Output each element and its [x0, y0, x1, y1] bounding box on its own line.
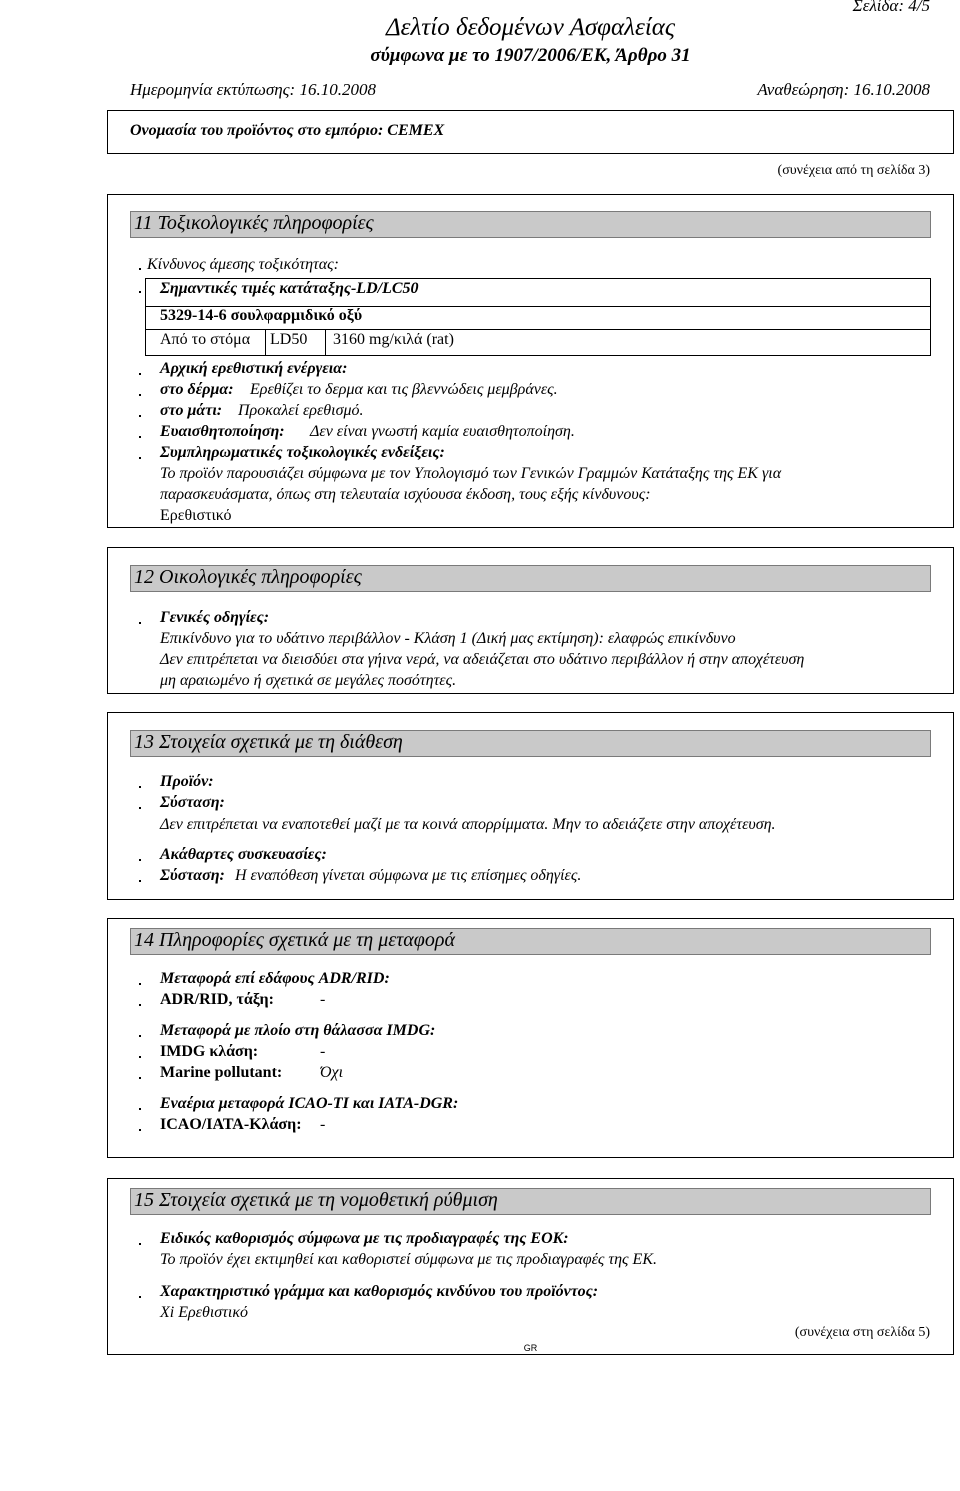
ld-route: Από το στόμα — [160, 331, 251, 348]
section-14-title: 14 Πληροφορίες σχετικά με τη μεταφορά — [134, 929, 455, 951]
section-11-title: 11 Τοξικολογικές πληροφορίες — [134, 212, 374, 234]
print-date: Ημερομηνία εκτύπωσης: 16.10.2008 — [130, 80, 376, 99]
eye-text: Προκαλεί ερεθισμό. — [238, 402, 364, 419]
additional-info-label: Συμπληρωματικές τοξικολογικές ενδείξεις: — [160, 444, 445, 461]
ld-table-title: Σημαντικές τιμές κατάταξης-LD/LC50 — [160, 280, 419, 297]
ld-substance: 5329-14-6 σουλφαρμιδικό οξύ — [160, 307, 363, 324]
recommendation-label: Σύσταση: — [160, 794, 225, 811]
section-12-title: 12 Οικολογικές πληροφορίες — [134, 566, 362, 588]
additional-info-line-3: Ερεθιστικό — [160, 507, 232, 524]
ld-type: LD50 — [270, 331, 308, 348]
imdg-class-value: - — [320, 1043, 326, 1060]
eco-line-2: Δεν επιτρέπεται να διεισδύει στα γήινα νερά, να αδειάζεται στο υδάτινο περιβάλλον ή στην αποχέτευση — [160, 651, 805, 668]
page-number: Σελίδα: 4/5 — [852, 0, 930, 15]
document-subtitle: σύμφωνα με το 1907/2006/ΕΚ, Άρθρο 31 — [370, 45, 691, 66]
air-transport-label: Εναέρια μεταφορά ICAO-TI και IATA-DGR: — [160, 1095, 459, 1112]
eec-classification-label: Ειδικός καθορισμός σύμφωνα με τις προδιαγραφές της ΕΟΚ: — [160, 1230, 569, 1247]
language-code: GR — [523, 1343, 538, 1353]
sensitization-text: Δεν είναι γνωστή καμία ευαισθητοποίηση. — [310, 423, 575, 440]
additional-info-line-2: παρασκευάσματα, όπως στη τελευταία ισχύουσα έκδοση, τους εξής κίνδυνους: — [160, 486, 651, 503]
eye-label: στο μάτι: — [160, 402, 223, 419]
hazard-symbol-text: Xi Ερεθιστικό — [160, 1304, 249, 1321]
marine-pollutant-value: Όχι — [320, 1064, 344, 1081]
section-15-title: 15 Στοιχεία σχετικά με τη νομοθετική ρύθμιση — [134, 1189, 498, 1211]
sea-transport-label: Μεταφορά με πλοίο στη θάλασσα IMDG: — [160, 1022, 436, 1039]
skin-text: Ερεθίζει το δερμα και τις βλεννώδεις μεμβράνες. — [250, 381, 558, 398]
recommendation-2-text: Η εναπόθεση γίνεται σύμφωνα με τις επίσημες οδηγίες. — [235, 867, 582, 884]
recommendation-2-label: Σύσταση: — [160, 867, 225, 884]
continued-from: (συνέχεια από τη σελίδα 3) — [777, 163, 930, 178]
document-title: Δελτίο δεδομένων Ασφαλείας — [385, 14, 676, 41]
skin-label: στο δέρμα: — [160, 381, 234, 398]
packaging-label: Ακάθαρτες συσκευασίες: — [160, 846, 327, 863]
acute-toxicity-label: Κίνδυνος άμεσης τοξικότητας: — [147, 256, 339, 273]
recommendation-text: Δεν επιτρέπεται να εναποτεθεί μαζί με τα κοινά απορρίμματα. Μην το αδειάζετε στην αποχέτευση. — [160, 816, 776, 833]
adr-class-label: ADR/RID, τάξη: — [160, 991, 274, 1008]
eco-line-3: μη αραιωμένο ή σχετικά σε μεγάλες ποσότητες. — [160, 672, 457, 689]
primary-irritation-label: Αρχική ερεθιστική ενέργεια: — [160, 360, 348, 377]
imdg-class-label: IMDG κλάση: — [160, 1043, 259, 1060]
product-name: Ονομασία του προϊόντος στο εμπόριο: CEMEX — [130, 122, 445, 139]
section-13-title: 13 Στοιχεία σχετικά με τη διάθεση — [134, 731, 403, 753]
eec-classification-text: Το προϊόν έχει εκτιμηθεί και καθοριστεί σύμφωνα με τις προδιαγραφές της ΕΚ. — [160, 1251, 657, 1268]
product-label: Προϊόν: — [160, 773, 214, 790]
adr-class-value: - — [320, 991, 326, 1008]
road-transport-label: Μεταφορά επί εδάφους ADR/RID: — [160, 970, 390, 987]
continued-to: (συνέχεια στη σελίδα 5) — [794, 1325, 930, 1340]
additional-info-line-1: Το προϊόν παρουσιάζει σύμφωνα με τον Υπολογισμό των Γενικών Γραμμών Κατάταξης της ΕΚ για — [160, 465, 782, 482]
ld-value: 3160 mg/κιλά (rat) — [333, 331, 454, 348]
marine-pollutant-label: Marine pollutant: — [160, 1064, 283, 1081]
revision-date: Αναθεώρηση: 16.10.2008 — [757, 80, 930, 99]
hazard-symbol-label: Χαρακτηριστικό γράμμα και καθορισμός κινδύνου του προϊόντος: — [160, 1283, 599, 1300]
sensitization-label: Ευαισθητοποίηση: — [160, 423, 285, 440]
general-notes-label: Γενικές οδηγίες: — [160, 609, 270, 626]
icao-class-label: ICAO/IATA-Κλάση: — [160, 1116, 302, 1133]
icao-class-value: - — [320, 1116, 326, 1133]
eco-line-1: Επικίνδυνο για το υδάτινο περιβάλλον - Κλάση 1 (Δική μας εκτίμηση): ελαφρώς επικίνδυνο — [160, 630, 736, 647]
